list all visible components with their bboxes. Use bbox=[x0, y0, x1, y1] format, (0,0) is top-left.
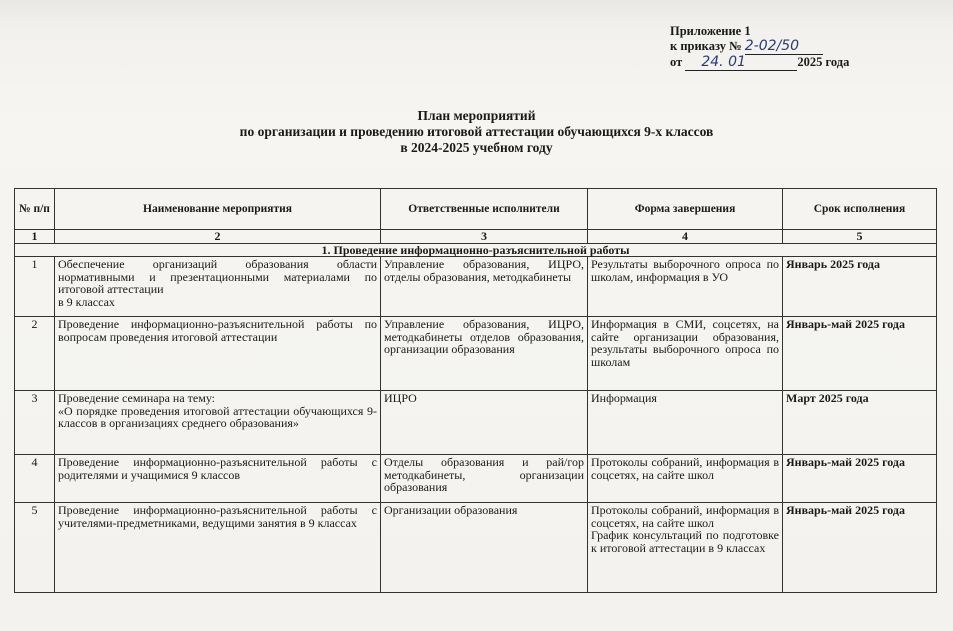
column-number: 1 bbox=[15, 230, 55, 244]
row-num: 1 bbox=[15, 257, 55, 317]
row-responsible: Управление образования, ИЦРО, методкабинеты отделов образования, организации образования bbox=[381, 317, 588, 391]
row-form: Информация bbox=[588, 391, 783, 455]
column-number: 2 bbox=[55, 230, 381, 244]
title-line-3: в 2024-2025 учебном году bbox=[400, 140, 553, 155]
appendix-line-2 bbox=[670, 39, 849, 55]
order-year: 2025 года bbox=[797, 55, 850, 69]
appendix-line-1: Приложение 1 bbox=[670, 24, 751, 38]
row-term: Январь-май 2025 года bbox=[783, 503, 937, 593]
row-term: Январь 2025 года bbox=[783, 257, 937, 317]
header-responsible: Ответственные исполнители bbox=[381, 189, 588, 230]
row-name: Проведение семинара на тему: «О порядке проведения итоговой аттестации обучающихся 9-классов в организациях среднего образования» bbox=[55, 391, 381, 455]
row-form: Протоколы собраний, информация в соцсетях, на сайте школ bbox=[588, 455, 783, 503]
column-number: 3 bbox=[381, 230, 588, 244]
appendix-block bbox=[670, 24, 849, 71]
row-form: Информация в СМИ, соцсетях, на сайте организации образования, результаты выборочного опроса по школам bbox=[588, 317, 783, 391]
row-term: Март 2025 года bbox=[783, 391, 937, 455]
row-responsible: ИЦРО bbox=[381, 391, 588, 455]
row-form: Результаты выборочного опроса по школам, информация в УО bbox=[588, 257, 783, 317]
order-date: 24. 01 bbox=[701, 54, 746, 70]
column-number: 4 bbox=[588, 230, 783, 244]
order-number: 2-02/50 bbox=[744, 38, 800, 54]
table-row bbox=[15, 391, 937, 455]
table-row bbox=[15, 503, 937, 593]
row-num: 5 bbox=[15, 503, 55, 593]
row-num: 4 bbox=[15, 455, 55, 503]
row-responsible: Управление образования, ИЦРО, отделы образования, методкабинеты bbox=[381, 257, 588, 317]
table-row bbox=[15, 455, 937, 503]
table-row bbox=[15, 257, 937, 317]
row-term: Январь-май 2025 года bbox=[783, 455, 937, 503]
row-responsible: Организации образования bbox=[381, 503, 588, 593]
row-name: Проведение информационно-разъяснительной работы по вопросам проведения итоговой аттестации bbox=[55, 317, 381, 391]
date-label: от bbox=[670, 55, 683, 69]
plan-table bbox=[14, 188, 937, 593]
header-num: № п/п bbox=[15, 189, 55, 230]
row-name: Проведение информационно-разъяснительной работы с учителями-предметниками, ведущими занятия в 9 классах bbox=[55, 503, 381, 593]
appendix-line-3 bbox=[670, 55, 849, 71]
column-number: 5 bbox=[783, 230, 937, 244]
row-term: Январь-май 2025 года bbox=[783, 317, 937, 391]
row-num: 2 bbox=[15, 317, 55, 391]
row-name: Обеспечение организаций образования области нормативными и презентационными материалами по итоговой аттестации в 9 классах bbox=[55, 257, 381, 317]
document-title bbox=[0, 108, 953, 156]
section-row bbox=[15, 243, 937, 257]
table-row bbox=[15, 317, 937, 391]
title-line-2: по организации и проведению итоговой аттестации обучающихся 9-х классов bbox=[239, 124, 714, 139]
section-title: 1. Проведение информационно-разъяснительной работы bbox=[15, 243, 937, 257]
row-name: Проведение информационно-разъяснительной работы с родителями и учащимися 9 классов bbox=[55, 455, 381, 503]
header-name: Наименование мероприятия bbox=[55, 189, 381, 230]
header-term: Срок исполнения bbox=[783, 189, 937, 230]
row-form: Протоколы собраний, информация в соцсетях, на сайте школ График консультаций по подготовке к итоговой аттестации в 9 классах bbox=[588, 503, 783, 593]
order-label: к приказу № bbox=[670, 39, 742, 53]
row-num: 3 bbox=[15, 391, 55, 455]
column-number-row bbox=[15, 230, 937, 244]
row-responsible: Отделы образования и рай/гор методкабинеты, организации образования bbox=[381, 455, 588, 503]
title-line-1: План мероприятий bbox=[417, 108, 536, 123]
table-header-row bbox=[15, 189, 937, 230]
header-form: Форма завершения bbox=[588, 189, 783, 230]
